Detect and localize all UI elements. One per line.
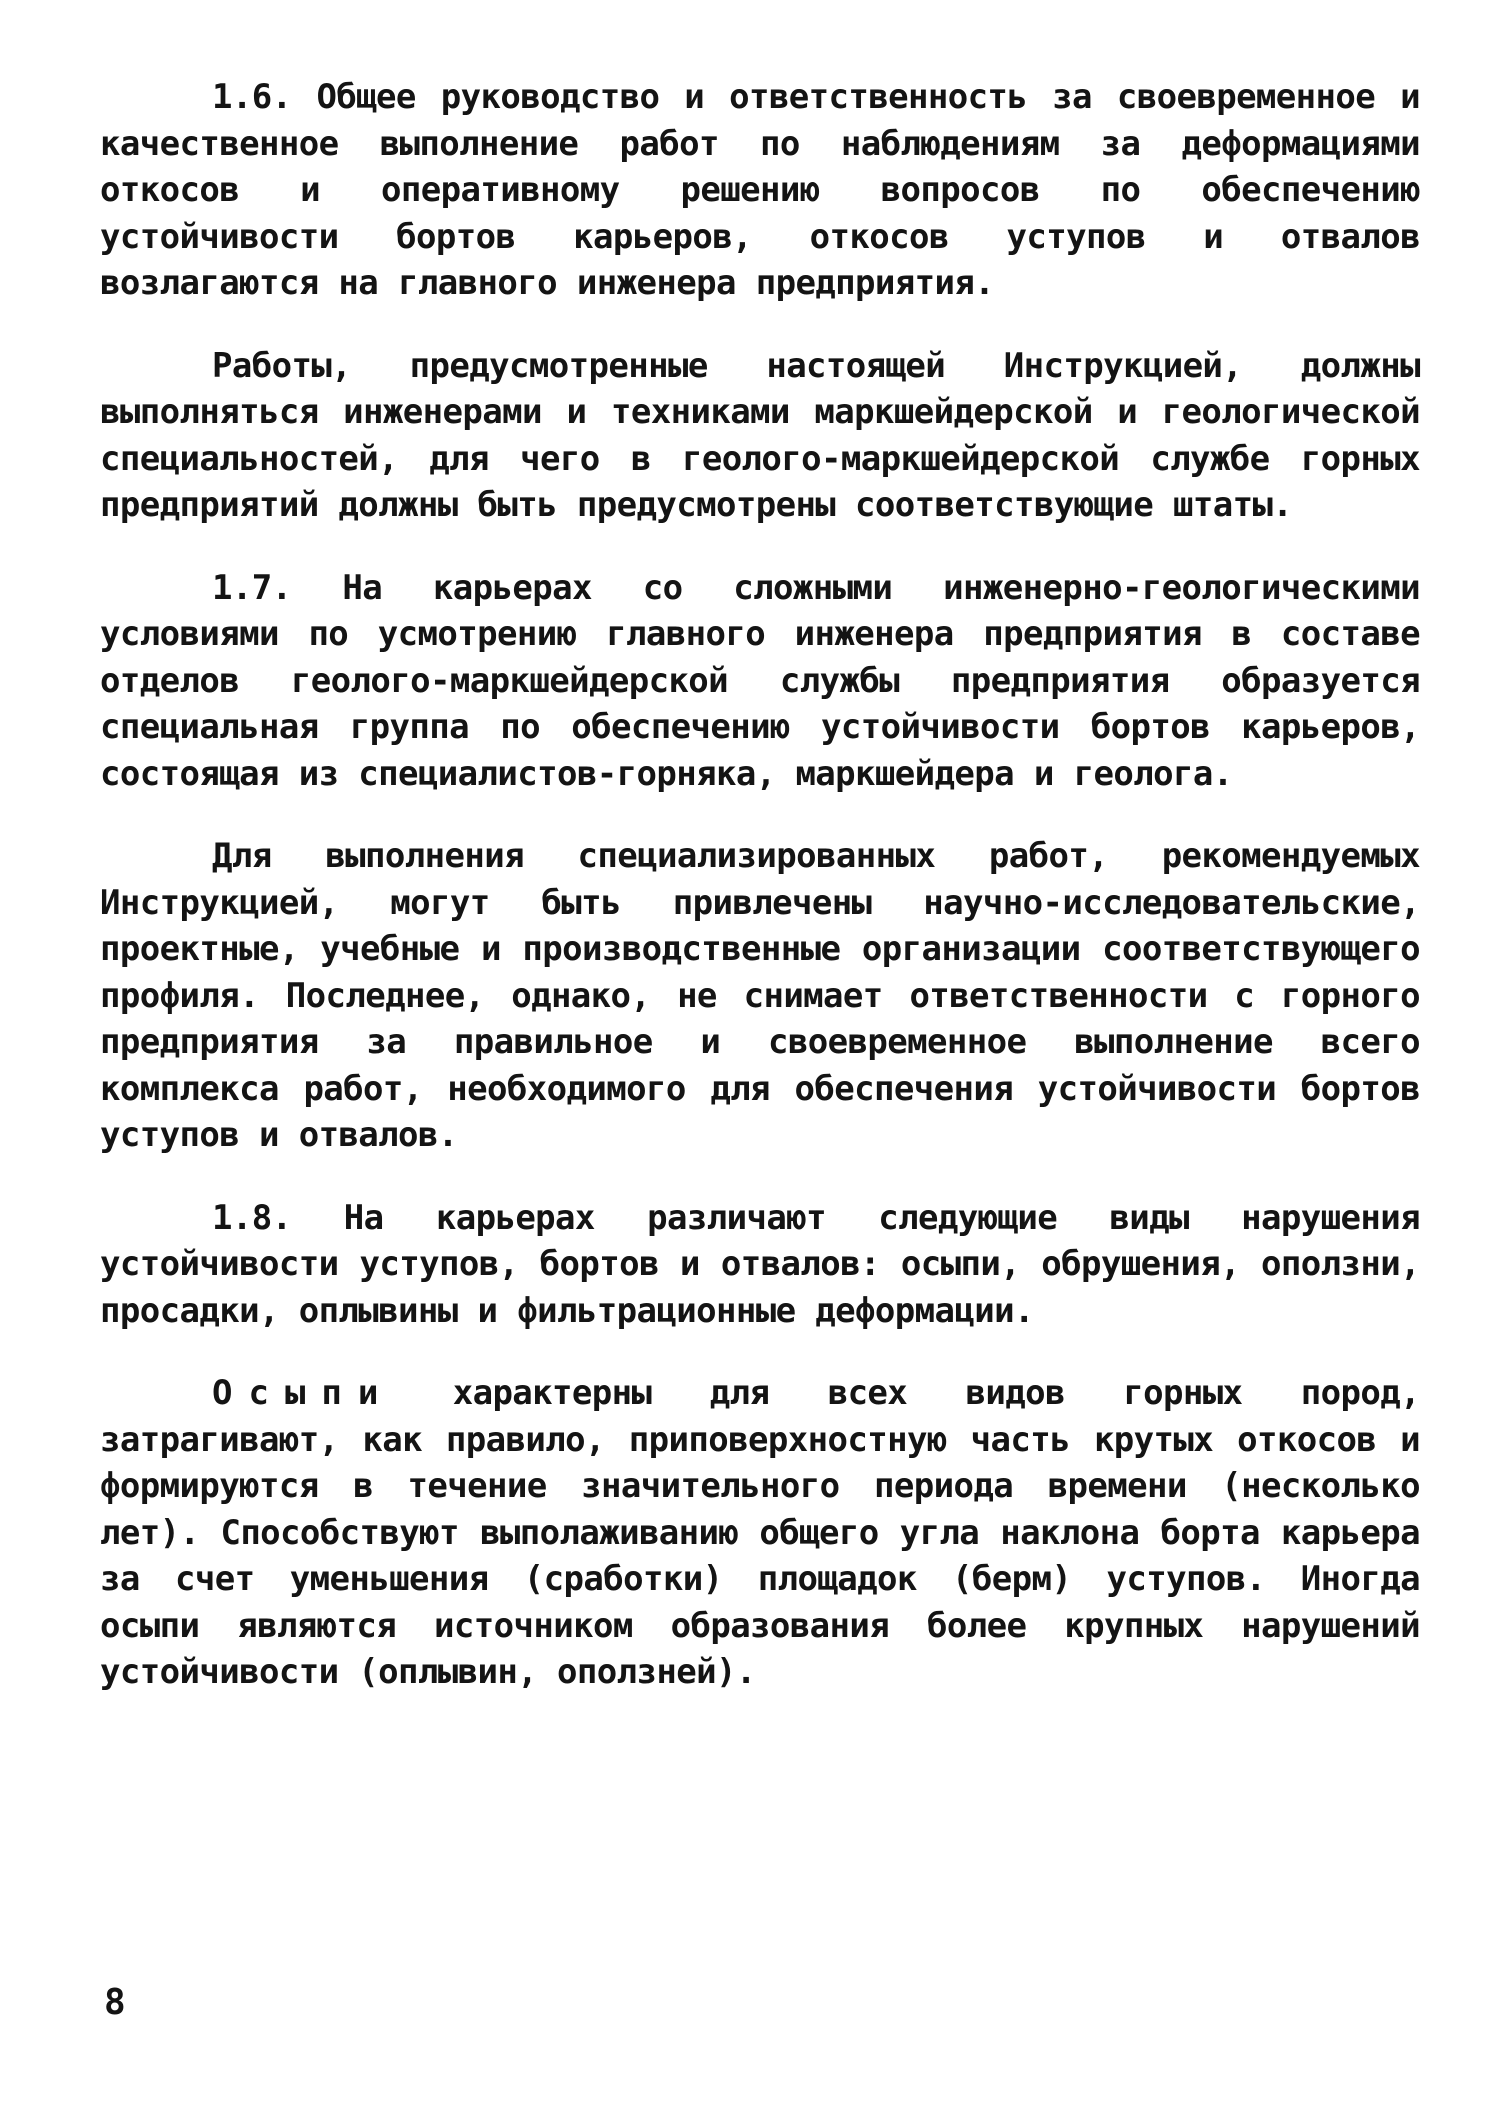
body-text xyxy=(100,74,1420,1732)
page-number: 8 xyxy=(104,1982,126,2023)
paragraph-1-8: 1.8. На карьерах различают следующие виды нарушения устойчивости уступов, бортов и отвалов: осыпи, обрушения, оползни, просадки, оплывины и фильтрационные деформации. xyxy=(100,1197,1420,1331)
paragraph-osypi xyxy=(100,1370,1420,1696)
paragraph-staffing: Работы, предусмотренные настоящей Инструкцией, должны выполняться инженерами и техниками маркшейдерской и геологической специальностей, для чего в геолого-маркшейдерской службе горных предприятий должны быть предусмотрены соответствующие штаты. xyxy=(100,345,1420,525)
term-osypi: Осыпи xyxy=(212,1373,395,1413)
osypi-description: характерны для всех видов горных пород, затрагивают, как правило, приповерхностную часть крутых откосов и формируются в течение значительного периода времени (несколько лет). Способствуют выполаживанию общего угла наклона борта карьера за счет уменьшения (сработки) площадок (берм) уступов. Иногда осыпи являются источником образования более крупных нарушений устойчивости (оплывин, оползней). xyxy=(100,1373,1420,1692)
paragraph-1-7: 1.7. На карьерах со сложными инженерно-геологическими условиями по усмотрению главного инженера предприятия в составе отделов геолого-маркшейдерской службы предприятия образуется специальная группа по обеспечению устойчивости бортов карьеров, состоящая из специалистов-горняка, маркшейдера и геолога. xyxy=(100,567,1420,794)
paragraph-specialized-works: Для выполнения специализированных работ, рекомендуемых Инструкцией, могут быть привлечены научно-исследовательские, проектные, учебные и производственные организации соответствующего профиля. Последнее, однако, не снимает ответственности с горного предприятия за правильное и своевременное выполнение всего комплекса работ, необходимого для обеспечения устойчивости бортов уступов и отвалов. xyxy=(100,836,1420,1155)
paragraph-1-6: 1.6. Общее руководство и ответственность за своевременное и качественное выполнение работ по наблюдениям за деформациями откосов и оперативному решению вопросов по обеспечению устойчивости бортов карьеров, откосов уступов и отвалов возлагаются на главного инженера предприятия. xyxy=(100,77,1420,303)
